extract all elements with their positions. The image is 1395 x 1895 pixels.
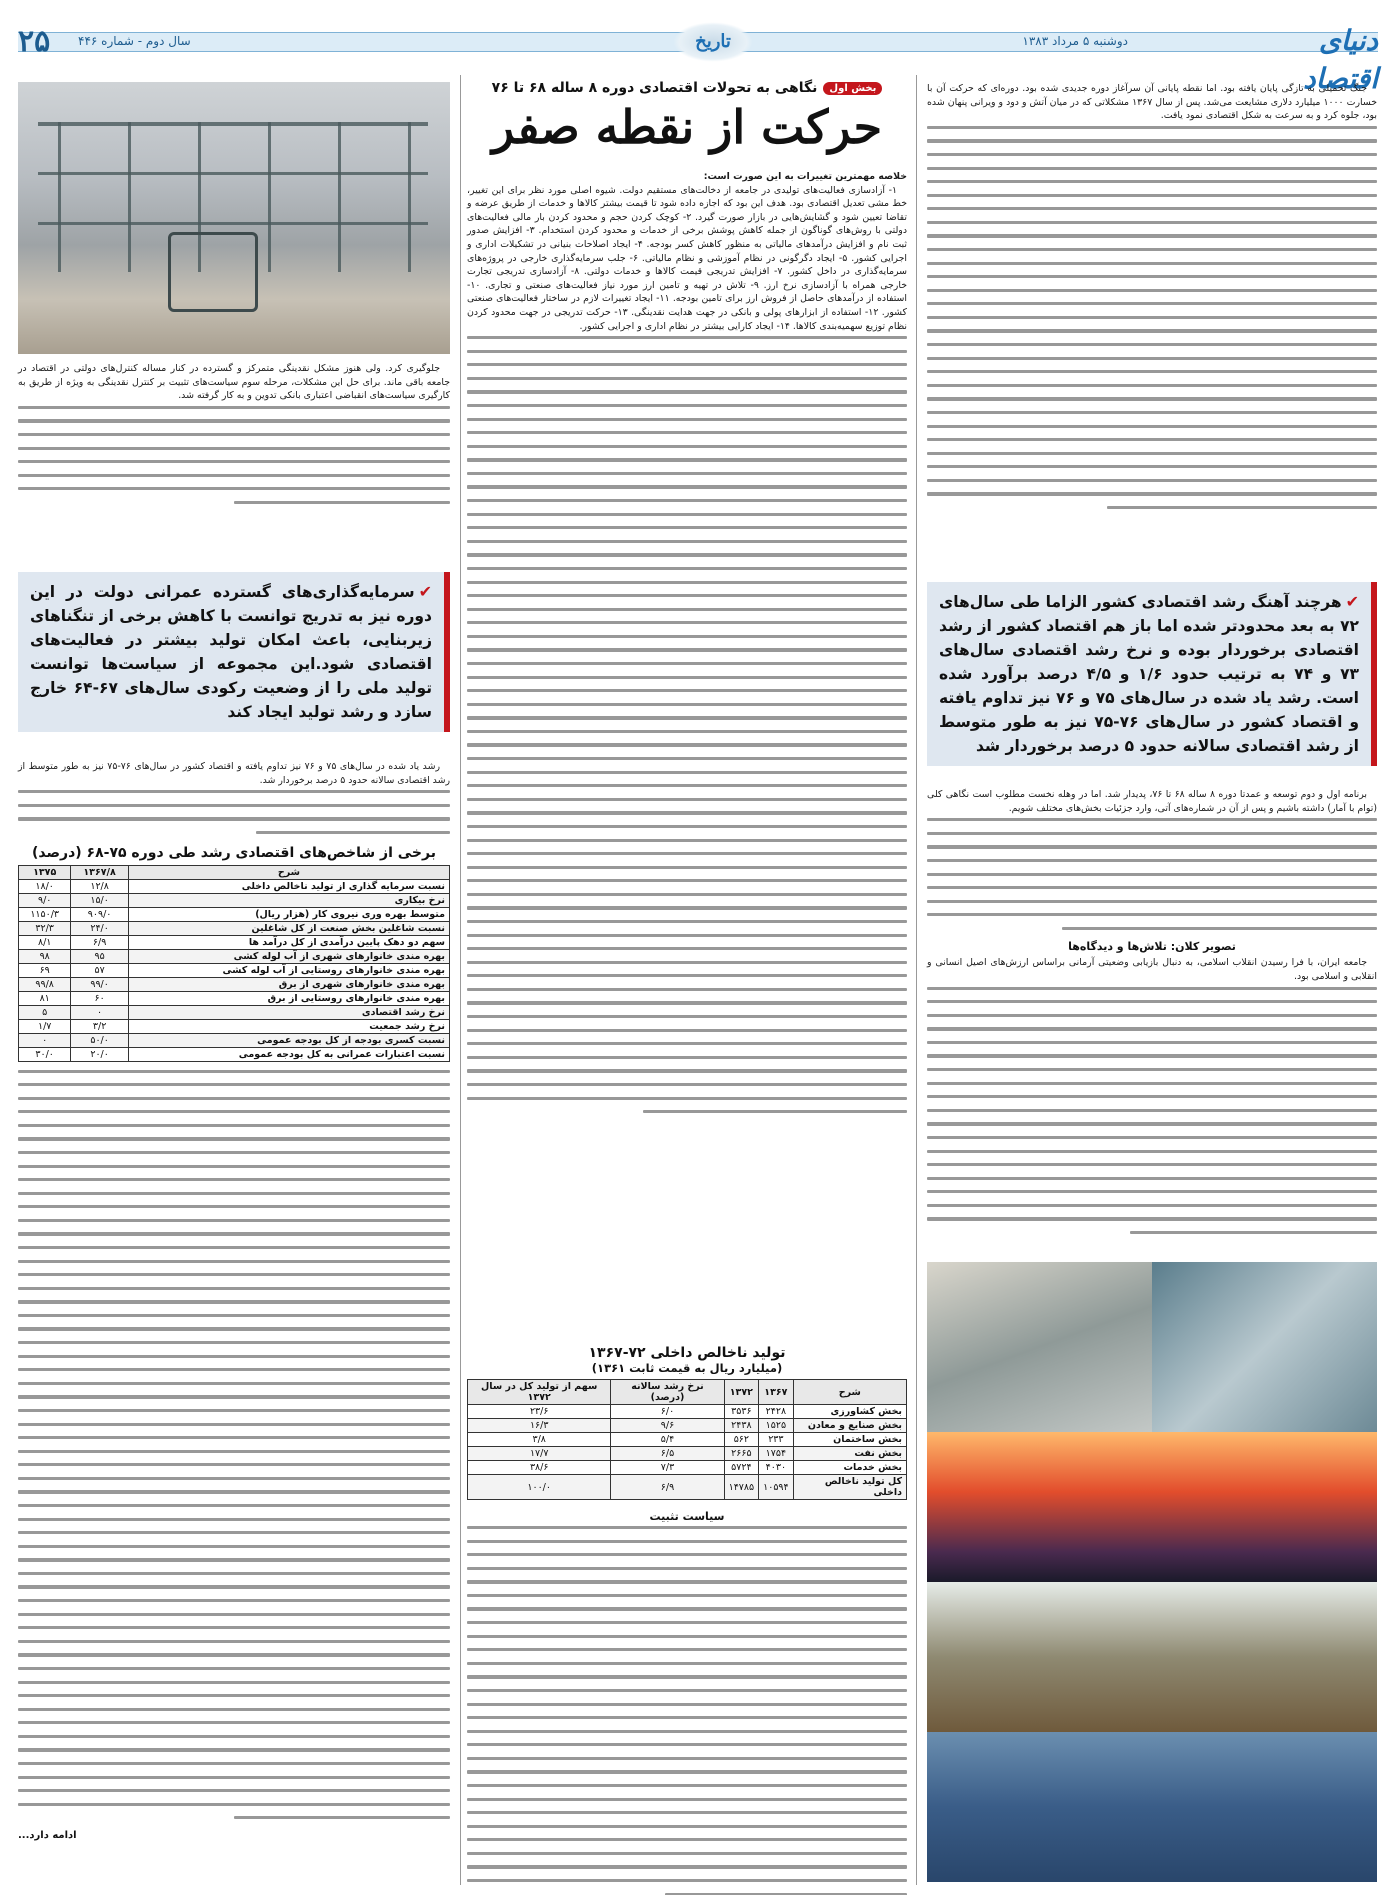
lead-paragraph: ۱- آزادسازی فعالیت‌های تولیدی در جامعه از دخالت‌های مستقیم دولت. شیوه اصلی مورد نظر برای این تغییر، خط مشی تعدیل اقتصادی بود. هدف این بود که اجازه داده شود تا قیمت بیشتر کالاها و خدمات از طریق عرضه و تقاضا تعیین شود و گشایش‌هایی در بازار صورت گیرد. ۲- کوچک کردن حجم و محدود کردن بار مالی فعالیت‌های دولتی با روش‌های گوناگون از جمله کاهش پوشش برخی از خدمات و محدود کردن استخدام. ۳- افزایش صدور ثبت نام و افزایش درآمدهای مالیاتی به منظور کاهش کسر بودجه. ۴- ایجاد اصلاحات بنیانی در تشکیلات اداری و اجرایی کشور. ۵- ایجاد دگرگونی در نظام آموزشی و نظام مالیاتی. ۶- جلب سرمایه‌گذاری خارجی در پروژه‌های سرمایه‌گذاری در داخل کشور. ۷- افزایش تدریجی قیمت کالاها و خدمات دولتی. ۸- آزادسازی تدریجی تجارت خارجی همراه با آزادسازی نرخ ارز. ۹- تلاش در تهیه و تامین ارز مورد نیاز فعالیت‌های صنعتی و تجاری. ۱۰- استفاده از درآمدهای حاصل از فروش ارز برای تامین بودجه. ۱۱- ایجاد تغییرات لازم در ساختار فعالیت‌های صنعتی کشور. ۱۲- استفاده از ابزارهای پولی و بانکی در جهت هدایت نقدینگی. ۱۳- حرکت تدریجی در جهت محدود کردن نظام توزیع سهمیه‌بندی کالاها. ۱۴- ایجاد کارایی بیشتر در نظام اداری و اجرایی کشور. <box>467 184 907 332</box>
left-column <box>18 362 450 514</box>
indicators-table-cell: ۶۰ <box>71 991 129 1005</box>
indicators-table-cell: ۸/۱ <box>19 935 71 949</box>
warehouse-photo <box>927 1732 1377 1882</box>
gdp-table-row <box>468 1419 907 1433</box>
indicators-table-row-label: بهره مندی خانوارهای شهری از برق <box>128 977 449 991</box>
right-column-lower <box>927 788 1377 1245</box>
text-lines <box>18 1070 450 1820</box>
indicators-table-row <box>19 1005 450 1019</box>
series-badge: بخش اول <box>823 82 882 95</box>
indicators-table <box>18 865 450 1062</box>
gdp-table-cell: ۱۰۰/۰ <box>468 1475 611 1500</box>
gdp-table-cell: ۱۵۲۵ <box>759 1419 794 1433</box>
gdp-table-header-cell: سهم از تولید کل در سال ۱۳۷۲ <box>468 1380 611 1405</box>
indicators-table-cell: ۱۲/۸ <box>71 879 129 893</box>
left-caption-text <box>18 362 450 403</box>
check-mark-icon: ✔ <box>1345 592 1359 611</box>
gdp-table-cell: ۵/۴ <box>611 1433 724 1447</box>
construction-photo <box>18 82 450 354</box>
right-pullquote-text: هرچند آهنگ رشد اقتصادی کشور الزاما طی سال‌های ۷۲ به بعد محدودتر شده اما باز هم اقتصاد کشور از رشد اقتصادی برخوردار بوده و نرخ رشد اقتصادی سال‌های ۷۳ و ۷۴ به ترتیب حدود ۱/۶ و ۴/۵ درصد برآورد شده است. رشد یاد شده در سال‌های ۷۵ و ۷۶ نیز تداوم یافته و اقتصاد کشور در سال‌های ۷۶-۷۵ نیز به طور متوسط از رشد اقتصادی سالانه حدود ۵ درصد برخوردار شد <box>939 593 1359 755</box>
gdp-table-cell: ۴۰۳۰ <box>759 1461 794 1475</box>
gdp-table-title: تولید ناخالص داخلی ۷۲-۱۳۶۷ <box>588 1345 786 1361</box>
article-kicker <box>467 80 907 96</box>
gdp-table-row-label: بخش کشاورزی <box>793 1405 906 1419</box>
gdp-table-cell: ۷/۳ <box>611 1461 724 1475</box>
middle-column <box>467 80 907 1124</box>
gdp-table-block <box>467 1345 907 1895</box>
column-divider <box>460 75 461 1885</box>
gdp-table-row <box>468 1433 907 1447</box>
gdp-table-cell: ۲۳۳ <box>759 1433 794 1447</box>
page-number: ۲۵ <box>18 24 51 59</box>
left-column-middle <box>18 760 450 1841</box>
gdp-table-cell: ۵۶۲ <box>724 1433 759 1447</box>
indicators-table-row-label: بهره مندی خانوارهای روستایی از برق <box>128 991 449 1005</box>
column-divider <box>916 75 917 1885</box>
gdp-table-cell: ۲۴۳۸ <box>724 1419 759 1433</box>
indicators-table-cell: ۰ <box>71 1005 129 1019</box>
gdp-table-cell: ۱۰۵۹۴ <box>759 1475 794 1500</box>
gdp-table-row-label: بخش خدمات <box>793 1461 906 1475</box>
indicators-table-cell: ۳/۲ <box>71 1019 129 1033</box>
issue-number: سال دوم - شماره ۴۴۶ <box>78 34 191 48</box>
indicators-table-row-label: نسبت شاغلین بخش صنعت از کل شاغلین <box>128 921 449 935</box>
continued-note: ادامه دارد... <box>18 1829 77 1841</box>
article-kicker-text: نگاهی به تحولات اقتصادی دوره ۸ ساله ۶۸ تا ۷۶ <box>491 80 818 96</box>
section-title: تاریخ <box>673 22 753 62</box>
indicators-table-cell: ۹۹/۸ <box>19 977 71 991</box>
gdp-table-cell: ۶/۰ <box>611 1405 724 1419</box>
indicators-table-row <box>19 1047 450 1061</box>
gdp-table-cell: ۶/۹ <box>611 1475 724 1500</box>
issue-date: دوشنبه ۵ مرداد ۱۳۸۳ <box>1022 34 1128 48</box>
gdp-table-cell: ۲۶۶۵ <box>724 1447 759 1461</box>
indicators-table-row <box>19 1019 450 1033</box>
indicators-table-cell: ۳۲/۳ <box>19 921 71 935</box>
indicators-table-row-label: بهره مندی خانوارهای روستایی از آب لوله کشی <box>128 963 449 977</box>
indicators-table-row-label: سهم دو دهک پایین درآمدی از کل درآمد ها <box>128 935 449 949</box>
gdp-table-cell: ۲۳/۶ <box>468 1405 611 1419</box>
indicators-table-row-label: متوسط بهره وری نیروی کار (هزار ریال) <box>128 907 449 921</box>
indicators-table-cell: ۳۰/۰ <box>19 1047 71 1061</box>
gdp-table-cell: ۹/۶ <box>611 1419 724 1433</box>
right-pullquote <box>927 582 1377 766</box>
gdp-table-cell: ۱۷۵۴ <box>759 1447 794 1461</box>
left-pullquote <box>18 572 450 732</box>
check-mark-icon: ✔ <box>418 582 432 601</box>
refinery-night-photo <box>927 1432 1377 1582</box>
indicators-table-cell: ۲۰/۰ <box>71 1047 129 1061</box>
indicators-table-cell: ۹۵ <box>71 949 129 963</box>
left-after-quote <box>18 760 450 787</box>
right-mid-text <box>927 788 1377 815</box>
text-lines <box>18 406 450 504</box>
indicators-table-cell: ۱/۷ <box>19 1019 71 1033</box>
gdp-table-cell: ۵۷۲۴ <box>724 1461 759 1475</box>
article-headline: حرکت از نقطه صفر <box>491 100 883 154</box>
gdp-table-cell: ۳۵۳۶ <box>724 1405 759 1419</box>
indicators-table-cell: ۹۹/۰ <box>71 977 129 991</box>
text-lines <box>927 987 1377 1235</box>
gdp-table-row <box>468 1461 907 1475</box>
indicators-table-row-label: بهره مندی خانوارهای شهری از آب لوله کشی <box>128 949 449 963</box>
indicators-table-cell: ۹۸ <box>19 949 71 963</box>
right-column <box>927 82 1377 520</box>
indicators-table-row <box>19 879 450 893</box>
right-pullquote-box <box>927 582 1377 766</box>
indicators-table-row-label: نسبت کسری بودجه از کل بودجه عمومی <box>128 1033 449 1047</box>
indicators-table-header-cell: شرح <box>128 865 449 879</box>
right-lower-paragraph: جامعه ایران، با فرا رسیدن انقلاب اسلامی، به دنبال بازیابی وضعیتی آرمانی براساس ارزش‌های اصیل انسانی و انقلابی و اسلامی بود. <box>927 957 1377 982</box>
gdp-table-cell: ۱۴۷۸۵ <box>724 1475 759 1500</box>
indicators-table-header-row <box>19 865 450 879</box>
text-lines <box>467 1526 907 1895</box>
gdp-table-row-label: بخش صنایع و معادن <box>793 1419 906 1433</box>
indicators-table-cell: ۱۸/۰ <box>19 879 71 893</box>
right-intro-text <box>927 82 1377 123</box>
right-intro-paragraph: جنگ تحمیلی به تازگی پایان یافته بود. اما نقطه پایانی آن سرآغاز دوره جدیدی شده بود. دوره‌ای که حرکت آن با خسارت ۱۰۰۰ میلیارد دلاری مشایعت می‌شد. پس از سال ۱۳۶۷ مشکلاتی که در میان آتش و دود و ویرانی پنهان شده بود، جلوه کرد و به سرعت به شکل اقتصادی نمود یافت. <box>927 83 1377 122</box>
left-caption-paragraph: جلوگیری کرد. ولی هنوز مشکل نقدینگی متمرکز و گسترده در کنار مساله کنترل‌های دولتی در اقتصاد در جامعه باقی ماند. برای حل این مشکلات، مرحله سوم سیاست‌های تثبیت بر کنترل نقدینگی به ویژه از طریق به کارگیری سیاست‌های انقباضی اعتباری بانکی تدوین و به کار گرفته شد. <box>18 363 450 402</box>
indicators-table-title: برخی از شاخص‌های اقتصادی رشد طی دوره ۷۵-۶۸ (درصد) <box>32 844 436 861</box>
article-lead <box>467 170 907 333</box>
gdp-table-row <box>468 1475 907 1500</box>
industry-photo-collage <box>927 1262 1377 1882</box>
gdp-table-header-cell: ۱۳۶۷ <box>759 1380 794 1405</box>
indicators-table-row-label: نرخ رشد جمعیت <box>128 1019 449 1033</box>
equipment-photo <box>927 1262 1152 1432</box>
indicators-table-cell: ۹/۰ <box>19 893 71 907</box>
newspaper-logo: دنیای اقتصاد <box>1303 24 1378 95</box>
gdp-table-cell: ۱۶/۳ <box>468 1419 611 1433</box>
indicators-table-header-cell: ۱۳۷۵ <box>19 865 71 879</box>
timber-photo <box>927 1582 1377 1732</box>
gdp-table-row-label: بخش نفت <box>793 1447 906 1461</box>
indicators-table-cell: ۵۰/۰ <box>71 1033 129 1047</box>
gdp-table-header-cell: شرح <box>793 1380 906 1405</box>
indicators-table-cell: ۰ <box>19 1033 71 1047</box>
gdp-table-cell: ۶/۵ <box>611 1447 724 1461</box>
gdp-table <box>467 1379 907 1500</box>
gdp-table-subtitle: (میلیارد ریال به قیمت ثابت ۱۳۶۱) <box>591 1361 783 1375</box>
gdp-table-cell: ۱۷/۷ <box>468 1447 611 1461</box>
gdp-table-header-cell: نرخ رشد سالانه (درصد) <box>611 1380 724 1405</box>
indicators-table-row-label: نرخ بیکاری <box>128 893 449 907</box>
gdp-table-cell: ۳۸/۶ <box>468 1461 611 1475</box>
indicators-table-cell: ۱۱۵۰/۳ <box>19 907 71 921</box>
indicators-table-cell: ۱۵/۰ <box>71 893 129 907</box>
text-lines <box>18 790 450 834</box>
indicators-table-cell: ۶۹ <box>19 963 71 977</box>
gdp-table-header-cell: ۱۳۷۲ <box>724 1380 759 1405</box>
indicators-table-row <box>19 949 450 963</box>
right-mid-paragraph: برنامه اول و دوم توسعه و عمدتا دوره ۸ ساله ۶۸ تا ۷۶، پدیدار شد. اما در وهله نخست مطلوب است نگاهی کلی (توام با آمار) داشته باشیم و پس از آن در شماره‌های آتی، وارد جزئیات بخش‌های مختلف شویم. <box>927 789 1377 814</box>
gdp-table-header-row <box>468 1380 907 1405</box>
indicators-table-row <box>19 991 450 1005</box>
indicators-table-row-label: نسبت اعتبارات عمرانی به کل بودجه عمومی <box>128 1047 449 1061</box>
indicators-table-row <box>19 963 450 977</box>
stabilization-subhead: سیاست تثبیت <box>649 1510 725 1523</box>
gdp-table-cell: ۳/۸ <box>468 1433 611 1447</box>
gdp-table-row <box>468 1405 907 1419</box>
gdp-table-cell: ۲۴۲۸ <box>759 1405 794 1419</box>
indicators-table-cell: ۵ <box>19 1005 71 1019</box>
text-lines <box>927 126 1377 509</box>
indicators-table-row-label: نرخ رشد اقتصادی <box>128 1005 449 1019</box>
gdp-table-row-label: کل تولید ناخالص داخلی <box>793 1475 906 1500</box>
gdp-table-row <box>468 1447 907 1461</box>
text-lines <box>927 818 1377 930</box>
lab-photo <box>1152 1262 1377 1432</box>
indicators-table-cell: ۹۰۹/۰ <box>71 907 129 921</box>
indicators-table-header-cell: ۱۳۶۷/۸ <box>71 865 129 879</box>
gdp-table-row-label: بخش ساختمان <box>793 1433 906 1447</box>
right-lower-text <box>927 956 1377 983</box>
left-pullquote-box <box>18 572 450 732</box>
right-subhead: تصویر کلان: تلاش‌ها و دیدگاه‌ها <box>1068 940 1236 954</box>
indicators-table-row <box>19 907 450 921</box>
indicators-table-cell: ۲۴/۰ <box>71 921 129 935</box>
indicators-table-cell: ۸۱ <box>19 991 71 1005</box>
text-lines <box>467 336 907 1113</box>
indicators-table-row <box>19 921 450 935</box>
indicators-table-row <box>19 1033 450 1047</box>
indicators-table-row-label: نسبت سرمایه گذاری از تولید ناخالص داخلی <box>128 879 449 893</box>
left-pullquote-text: سرمایه‌گذاری‌های گسترده عمرانی دولت در این دوره نیز به تدریج توانست با کاهش برخی از تنگناهای زیربنایی، باعث امکان تولید بیشتر در فعالیت‌های اقتصادی شود.این مجموعه از سیاست‌ها توانست تولید ملی را از وضعیت رکودی سال‌های ۶۷-۶۴ خارج سازد و رشد تولید ایجاد کند <box>30 583 433 721</box>
indicators-table-cell: ۵۷ <box>71 963 129 977</box>
indicators-table-row <box>19 935 450 949</box>
indicators-table-row <box>19 977 450 991</box>
indicators-table-row <box>19 893 450 907</box>
lead-intro: خلاصه مهمترین تغییرات به این صورت است: <box>703 171 907 182</box>
left-after-quote-paragraph: رشد یاد شده در سال‌های ۷۵ و ۷۶ نیز تداوم یافته و اقتصاد کشور در سال‌های ۷۶-۷۵ نیز به طور متوسط از رشد اقتصادی سالانه حدود ۵ درصد برخوردار شد. <box>18 761 450 786</box>
indicators-table-cell: ۶/۹ <box>71 935 129 949</box>
